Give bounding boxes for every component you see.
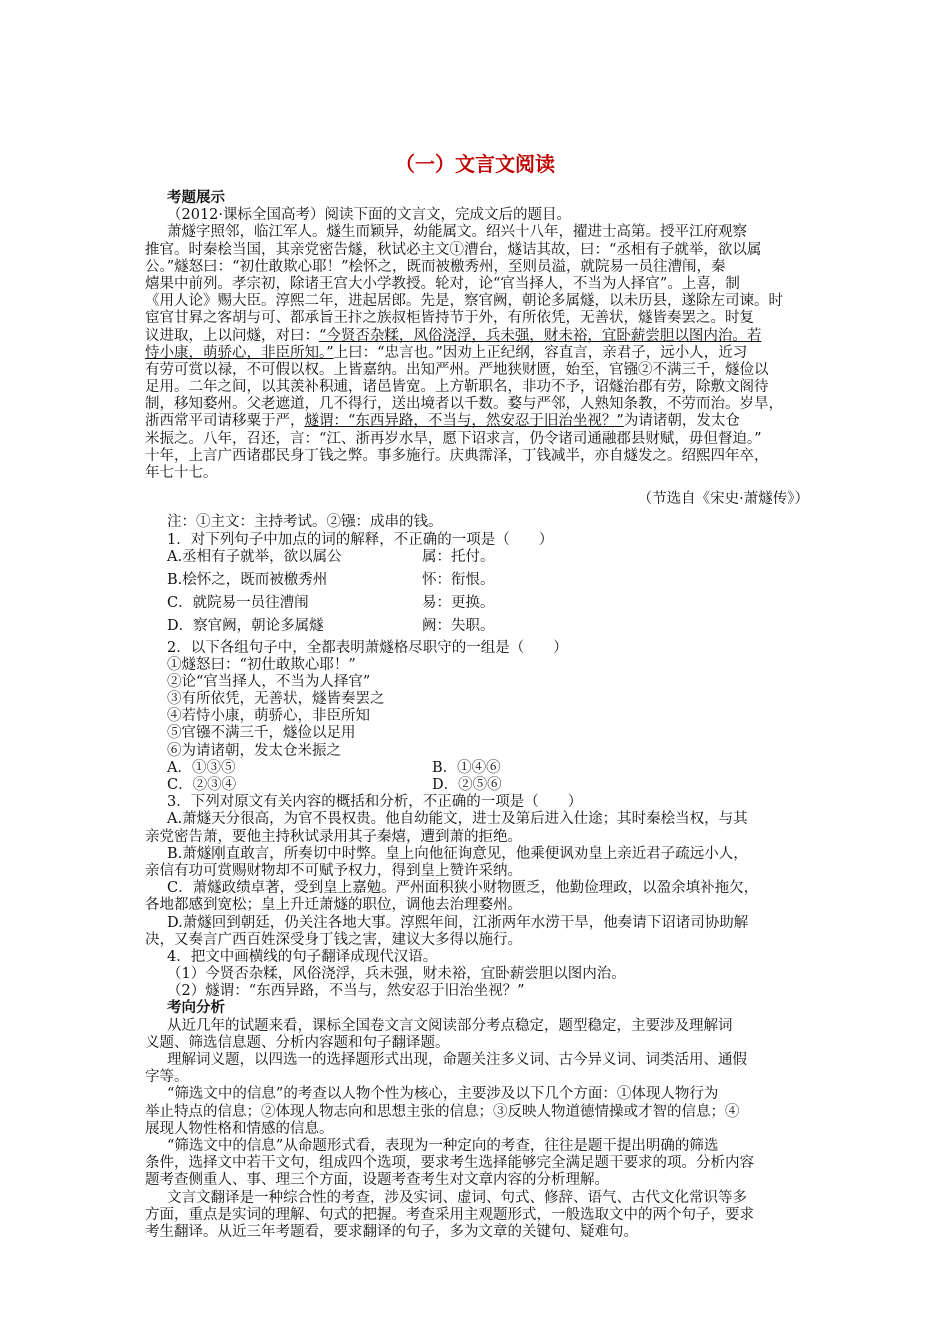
analysis-line: 文言文翻译是一种综合性的考查，涉及实词、虚词、句式、修辞、语气、古代文化常识等多 (167, 1189, 747, 1206)
passage-line: 萧燧字照邻，临江军人。燧生而颖异，幼能属文。绍兴十八年，擢进士高第。授平江府观察 (167, 224, 747, 241)
q3-line: C．萧燧政绩卓著，受到皇上嘉勉。严州面积狭小财物匮乏，他勤俭理政，以盈余填补拖欠， (167, 880, 759, 897)
option-sentence: A.丞相有子就举，欲以属公 (167, 548, 342, 565)
q3-line: D.萧燧回到朝廷，仍关注各地大事。淳熙年间，江浙两年水涝干旱，他奏请下诏诸司协助解 (167, 914, 749, 931)
option-line (145, 595, 817, 612)
q3-line: 各地都感到宽松；皇上升迁萧燧的职位，调他去治理婺州。 (145, 897, 522, 914)
passage-line: 十年，上言广西诸郡民身丁钱之弊。事多施行。庆典霈泽，丁钱减半，亦自燧发之。绍熙四年卒， (145, 447, 769, 464)
section-heading-analysis: 考向分析 (167, 1000, 225, 1017)
q2-item: ②论“官当择人，不当为人择官” (167, 673, 371, 690)
question-2 (145, 640, 817, 795)
q3-line: 决，又奏言广西百姓深受身丁钱之害，建议大多得以施行。 (145, 931, 522, 948)
question-stem: 1．对下列句子中加点的词的解释，不正确的一项是（ ） (167, 531, 554, 548)
underlined-sentence-1: “今贤否杂糅，风俗浇浮，兵未强，财未裕，宜卧薪尝胆以图内治。若 (319, 327, 762, 344)
option-line (145, 572, 817, 589)
underlined-sentence-2: 燧谓：“东西异路，不当与，然安忍于旧治坐视？” (304, 413, 624, 430)
q2-item: ③有所依凭，无善状，燧皆奏罢之 (167, 691, 385, 708)
option-line (145, 549, 817, 566)
option-gloss: 属：托付。 (422, 548, 495, 565)
option-sentence: B.桧怀之，既而被檄秀州 (167, 571, 328, 588)
analysis-line: 理解词义题，以四选一的选择题形式出现，命题关注多义词、古今异义词、词类活用、通假 (167, 1052, 747, 1068)
q2-item: ⑥为请诸朝，发太仓米振之 (167, 742, 341, 759)
analysis-line: 展现人物性格和情感的信息。 (145, 1120, 334, 1137)
passage-line: 公。”燧怒曰：“初仕敢欺心耶！”桧怀之，既而被檄秀州，至则员溢，就院易一员往漕闱，秦 (145, 258, 726, 275)
analysis-line: 字等。 (145, 1069, 189, 1086)
option-line (145, 618, 817, 635)
passage-line: 有劳可赏以禄，不可假以权。上皆嘉纳。出知严州。严地狭财匮，始至，官镪②不满三千，燧俭以 (145, 361, 769, 378)
choice: C．②③④ (167, 777, 237, 793)
underlined-sentence-1-cont: 恃小康，萌骄心，非臣所知。” (145, 344, 334, 361)
passage-line: 年七十七。 (145, 465, 218, 481)
footnote: 注：①主文：主持考试。②镪：成串的钱。 (167, 514, 443, 531)
passage-line: 米振之。八年，召还，言：“江、浙再岁水旱，愿下诏求言，仍令诸司通融郡县财赋，毋但督迫。” (145, 430, 762, 447)
analysis-line: 举止特点的信息；②体现人物志向和思想主张的信息；③反映人物道德情操或才智的信息；④ (145, 1103, 740, 1120)
q3-line: 亲党密告萧，要他主持秋试录用其子秦熺，遭到萧的拒绝。 (145, 828, 522, 845)
section-heading-exam: 考题展示 (167, 190, 225, 206)
passage-text: 浙西常平司请移粟于严， (145, 413, 305, 430)
analysis-line: 考生翻译。从近三年考题看，要求翻译的句子，多为文章的关键句、疑难句。 (145, 1223, 638, 1240)
q2-item: ①燧怒曰：“初仕敢欺心耶！” (167, 656, 356, 673)
passage-line: 推官。时秦桧当国，其亲党密告燧，秋试必主文①漕台，燧诘其故，曰：“丞相有子就举，欲以属 (145, 241, 762, 258)
choice: A．①③⑤ (167, 759, 236, 776)
q2-choice-line (145, 760, 817, 777)
passage-source: （节选自《宋史·萧燧传》） (637, 491, 809, 508)
question-stem: 2．以下各组句子中，全都表明萧燧格尽职守的一组是（ ） (167, 639, 568, 656)
option-sentence: D．察官阙，朝论多属燧 (167, 618, 324, 635)
question-stem: 3．下列对原文有关内容的概括和分析，不正确的一项是（ ） (167, 794, 583, 811)
exam-section (145, 190, 817, 1241)
q2-item: ⑤官镪不满三千，燧俭以足用 (167, 725, 356, 742)
option-gloss: 阙：失职。 (422, 618, 495, 635)
option-gloss: 怀：衔恨。 (422, 571, 495, 588)
analysis-line: “筛选文中的信息”的考查以人物个性为核心，主要涉及以下几个方面：①体现人物行为 (167, 1086, 719, 1103)
passage-line: 制，移知婺州。父老遮道，几不得行，送出境者以千数。婺与严邻，人熟知条教，不劳而治。岁旱， (145, 396, 783, 413)
analysis-line: 题考查侧重人、事、理三个方面，设题考查考生对文章内容的分析理解。 (145, 1172, 609, 1189)
q4-item: （2）燧谓：“东西异路，不当与，然安忍于旧治坐视？” (167, 983, 525, 1000)
q3-line: B.萧燧刚直敢言，所奏切中时弊。皇上向他征询意见，他乘便讽劝皇上亲近君子疏远小人， (167, 845, 748, 862)
option-sentence: C．就院易一员往漕闱 (167, 595, 309, 612)
question-3 (145, 794, 817, 949)
q2-item: ④若恃小康，萌骄心，非臣所知 (167, 708, 370, 725)
question-4 (145, 949, 817, 1001)
question-1 (145, 532, 817, 636)
analysis-line: “筛选文中的信息”从命题形式看，表现为一种定向的考查，往往是题干提出明确的筛选 (167, 1137, 719, 1154)
q2-choice-line (145, 777, 817, 794)
passage-text: 为请诸朝，发太仓 (623, 413, 740, 430)
choice: D．②⑤⑥ (432, 777, 502, 793)
choice: B．①④⑥ (432, 759, 501, 776)
passage-line (145, 328, 817, 345)
passage-line (145, 413, 817, 430)
intro-line: （2012·课标全国高考）阅读下面的文言文，完成文后的题目。 (167, 207, 572, 224)
q3-line: A.萧燧天分很高，为官不畏权贵。他自幼能文，进士及第后进入仕途；其时秦桧当权，与其 (167, 811, 748, 828)
q4-item: （1）今贤否杂糅，风俗浇浮，兵未强，财未裕，宜卧薪尝胆以图内治。 (167, 966, 626, 983)
question-stem: 4．把文中画横线的句子翻译成现代汉语。 (167, 948, 438, 965)
passage (145, 224, 817, 482)
analysis-line: 条件，选择文中若干文句，组成四个选项，要求考生选择能够完全满足题干要求的项。分析内容 (145, 1155, 754, 1172)
page-title: （一）文言文阅读 (395, 152, 555, 176)
passage-line: 足用。二年之间，以其羡补积逋，诸邑皆宽。上方靳职名，非功不予，诏燧治郡有劳，除敷文阁待 (145, 379, 769, 396)
q3-line: 亲信有功可赏赐财物却不可赋予权力，得到皇上赞许采纳。 (145, 862, 522, 879)
analysis-line: 方面，重点是实词的理解、句式的把握。考查采用主观题形式，一般选取文中的两个句子，要求 (145, 1206, 754, 1223)
passage-line: 《用人论》赐大臣。淳熙二年，进起居郎。先是，察官阙，朝论多属燧，以未历县，遂除左司谏。时 (145, 293, 783, 310)
analysis-line: 义题、筛选信息题、分析内容题和句子翻译题。 (145, 1034, 450, 1051)
passage-text: 上曰：“忠言也。”因劝上正纪纲，容直言，亲君子，远小人，近习 (333, 344, 748, 361)
analysis-line: 从近几年的试题来看，课标全国卷文言文阅读部分考点稳定，题型稳定，主要涉及理解词 (167, 1017, 733, 1034)
analysis-body (145, 1018, 817, 1241)
passage-text: 议进取，上以问燧，对曰： (145, 327, 319, 344)
passage-line: 熺果中前列。孝宗初，除诸王宫大小学教授。轮对，论“官当择人，不当为人择官”。上喜，制 (145, 275, 740, 292)
option-gloss: 易：更换。 (422, 595, 495, 612)
passage-line: 宦官甘昪之客胡与可、都承旨王抃之族叔柜皆持节于外，有所依凭，无善状，燧皆奏罢之。时复 (145, 310, 754, 327)
passage-line (145, 345, 817, 362)
